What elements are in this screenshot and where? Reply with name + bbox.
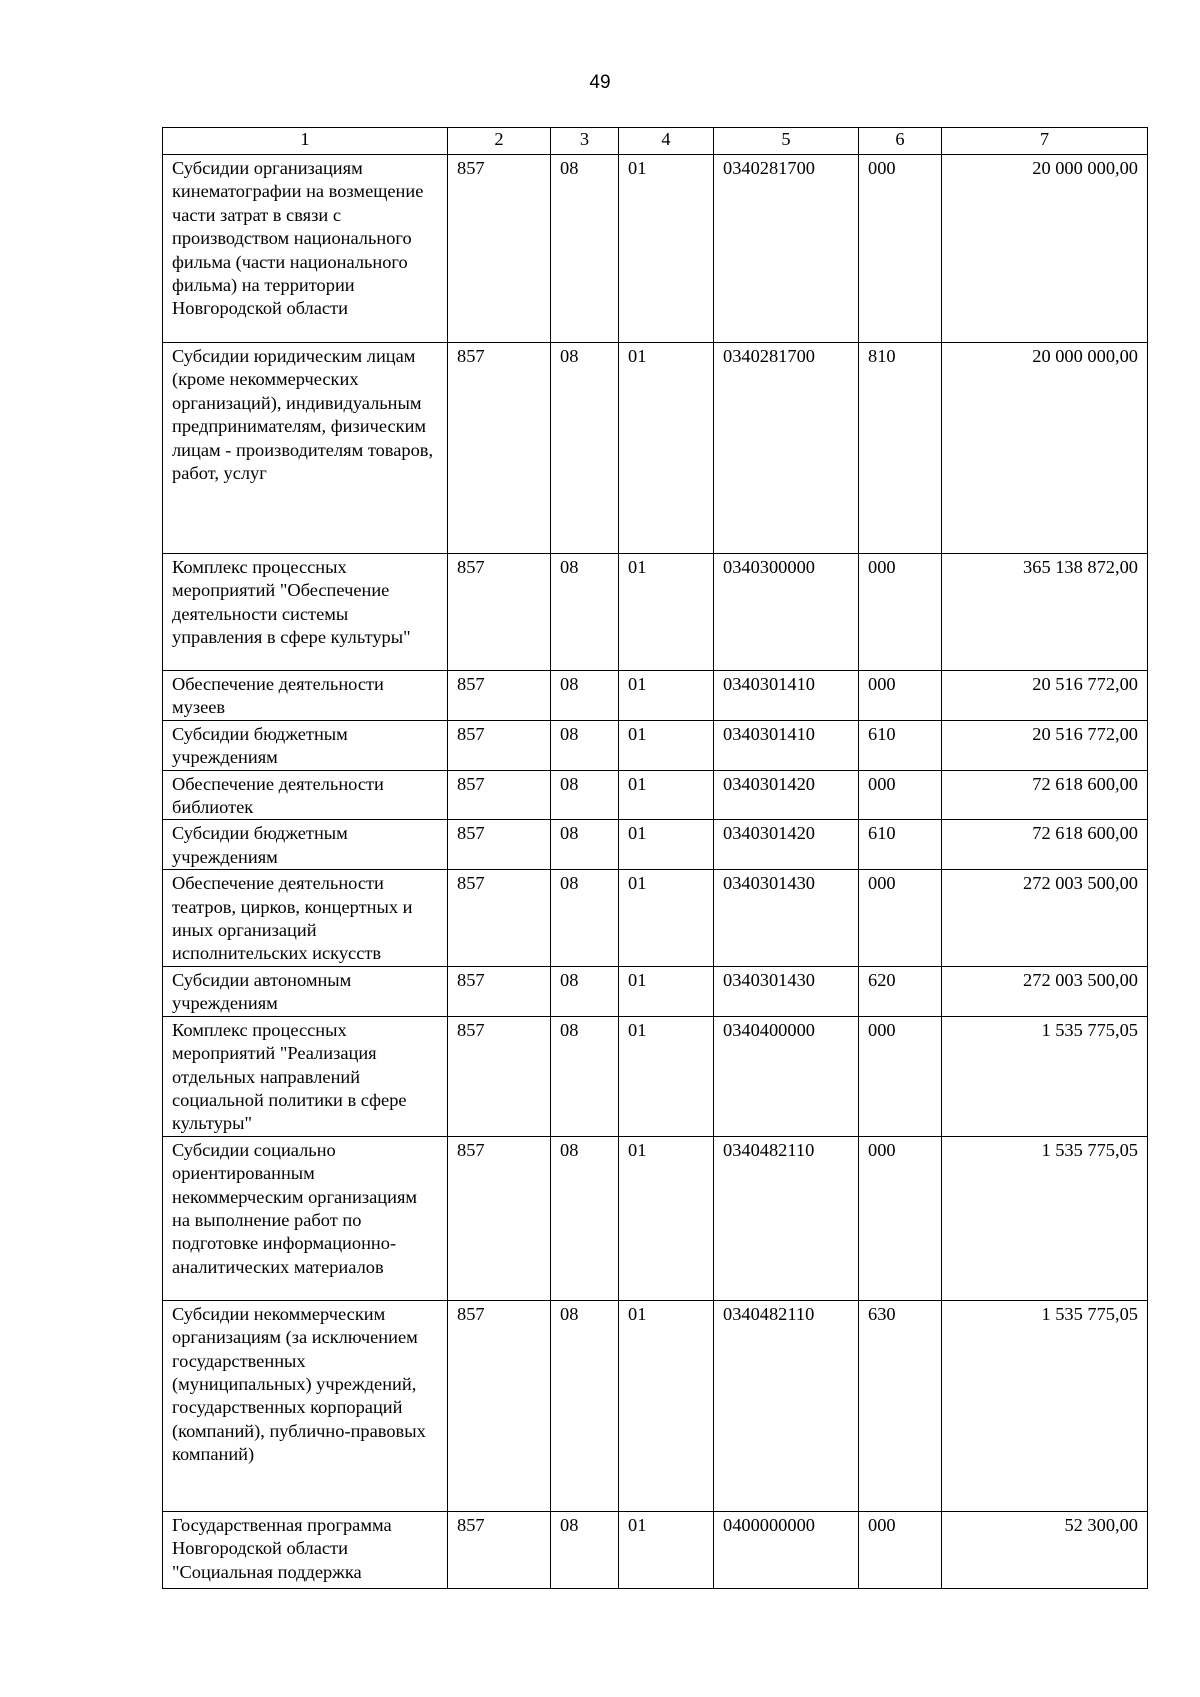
row-subsection: 01 (619, 966, 714, 1016)
table-row (163, 820, 1148, 870)
row-expense: 000 (859, 770, 942, 820)
row-section: 08 (551, 770, 619, 820)
column-header: 3 (551, 128, 619, 155)
row-subsection: 01 (619, 870, 714, 967)
row-section: 08 (551, 1016, 619, 1136)
row-code: 857 (448, 770, 551, 820)
row-code: 857 (448, 343, 551, 554)
row-expense: 000 (859, 1511, 942, 1588)
table-row (163, 1300, 1148, 1511)
row-name: Государственная программа Новгородской области "Социальная поддержка (163, 1511, 448, 1588)
row-expense: 000 (859, 155, 942, 343)
row-expense: 610 (859, 820, 942, 870)
row-amount: 20 000 000,00 (942, 155, 1148, 343)
table-row (163, 554, 1148, 671)
row-subsection: 01 (619, 671, 714, 721)
row-code: 857 (448, 820, 551, 870)
row-section: 08 (551, 1511, 619, 1588)
row-subsection: 01 (619, 1300, 714, 1511)
row-amount: 272 003 500,00 (942, 966, 1148, 1016)
row-name: Субсидии бюджетным учреждениям (163, 820, 448, 870)
row-expense: 620 (859, 966, 942, 1016)
row-code: 857 (448, 1300, 551, 1511)
table-row (163, 1136, 1148, 1300)
row-subsection: 01 (619, 343, 714, 554)
row-amount: 72 618 600,00 (942, 820, 1148, 870)
row-code: 857 (448, 671, 551, 721)
column-header: 6 (859, 128, 942, 155)
table-row (163, 720, 1148, 770)
row-code: 857 (448, 720, 551, 770)
row-expense: 000 (859, 671, 942, 721)
row-subsection: 01 (619, 1511, 714, 1588)
row-section: 08 (551, 720, 619, 770)
row-amount: 72 618 600,00 (942, 770, 1148, 820)
row-name: Субсидии организациям кинематографии на возмещение части затрат в связи с производством национального фильма (части национального фильма) на территории Новгородской области (163, 155, 448, 343)
row-section: 08 (551, 820, 619, 870)
row-section: 08 (551, 554, 619, 671)
row-subsection: 01 (619, 720, 714, 770)
row-code: 857 (448, 966, 551, 1016)
row-name: Субсидии некоммерческим организациям (за исключением государственных (муниципальных) учреждений, государственных корпораций (компаний), публично-правовых компаний) (163, 1300, 448, 1511)
row-target: 0340301420 (714, 770, 859, 820)
table-row (163, 870, 1148, 967)
row-name: Обеспечение деятельности театров, цирков, концертных и иных организаций исполнительских искусств (163, 870, 448, 967)
row-name: Субсидии бюджетным учреждениям (163, 720, 448, 770)
table-row (163, 770, 1148, 820)
row-section: 08 (551, 966, 619, 1016)
row-amount: 1 535 775,05 (942, 1136, 1148, 1300)
row-expense: 610 (859, 720, 942, 770)
row-target: 0340301430 (714, 966, 859, 1016)
row-amount: 1 535 775,05 (942, 1300, 1148, 1511)
row-target: 0340301420 (714, 820, 859, 870)
row-code: 857 (448, 554, 551, 671)
row-name: Обеспечение деятельности музеев (163, 671, 448, 721)
row-amount: 20 000 000,00 (942, 343, 1148, 554)
row-subsection: 01 (619, 820, 714, 870)
row-name: Субсидии социально ориентированным некоммерческим организациям на выполнение работ по подготовке информационно-аналитических материалов (163, 1136, 448, 1300)
row-subsection: 01 (619, 1136, 714, 1300)
row-expense: 000 (859, 1136, 942, 1300)
row-code: 857 (448, 870, 551, 967)
column-header: 1 (163, 128, 448, 155)
row-target: 0340482110 (714, 1136, 859, 1300)
header-row (163, 128, 1148, 155)
row-target: 0340482110 (714, 1300, 859, 1511)
row-section: 08 (551, 671, 619, 721)
row-code: 857 (448, 155, 551, 343)
row-expense: 000 (859, 870, 942, 967)
row-target: 0340301410 (714, 671, 859, 721)
row-target: 0400000000 (714, 1511, 859, 1588)
row-name: Комплекс процессных мероприятий "Реализация отдельных направлений социальной политики в сфере культуры" (163, 1016, 448, 1136)
row-section: 08 (551, 870, 619, 967)
page-number: 49 (589, 72, 611, 93)
row-expense: 000 (859, 1016, 942, 1136)
row-target: 0340301410 (714, 720, 859, 770)
table-row (163, 155, 1148, 343)
row-section: 08 (551, 155, 619, 343)
table-row (163, 1511, 1148, 1588)
row-section: 08 (551, 1300, 619, 1511)
row-expense: 000 (859, 554, 942, 671)
row-expense: 630 (859, 1300, 942, 1511)
row-section: 08 (551, 343, 619, 554)
row-subsection: 01 (619, 1016, 714, 1136)
row-target: 0340281700 (714, 155, 859, 343)
column-header: 4 (619, 128, 714, 155)
row-amount: 52 300,00 (942, 1511, 1148, 1588)
row-subsection: 01 (619, 770, 714, 820)
table-row (163, 1016, 1148, 1136)
row-name: Субсидии автономным учреждениям (163, 966, 448, 1016)
row-name: Обеспечение деятельности библиотек (163, 770, 448, 820)
row-code: 857 (448, 1511, 551, 1588)
row-target: 0340301430 (714, 870, 859, 967)
column-header: 7 (942, 128, 1148, 155)
row-amount: 1 535 775,05 (942, 1016, 1148, 1136)
row-subsection: 01 (619, 155, 714, 343)
row-amount: 365 138 872,00 (942, 554, 1148, 671)
row-amount: 272 003 500,00 (942, 870, 1148, 967)
row-amount: 20 516 772,00 (942, 671, 1148, 721)
column-header: 5 (714, 128, 859, 155)
row-name: Комплекс процессных мероприятий "Обеспечение деятельности системы управления в сфере культуры" (163, 554, 448, 671)
row-section: 08 (551, 1136, 619, 1300)
table-row (163, 343, 1148, 554)
row-expense: 810 (859, 343, 942, 554)
budget-table (162, 127, 1148, 1589)
row-target: 0340400000 (714, 1016, 859, 1136)
row-subsection: 01 (619, 554, 714, 671)
table-row (163, 671, 1148, 721)
row-target: 0340300000 (714, 554, 859, 671)
row-code: 857 (448, 1016, 551, 1136)
table-row (163, 966, 1148, 1016)
row-code: 857 (448, 1136, 551, 1300)
column-header: 2 (448, 128, 551, 155)
row-target: 0340281700 (714, 343, 859, 554)
row-amount: 20 516 772,00 (942, 720, 1148, 770)
row-name: Субсидии юридическим лицам (кроме некоммерческих организаций), индивидуальным предпринимателям, физическим лицам - производителям товаров, работ, услуг (163, 343, 448, 554)
